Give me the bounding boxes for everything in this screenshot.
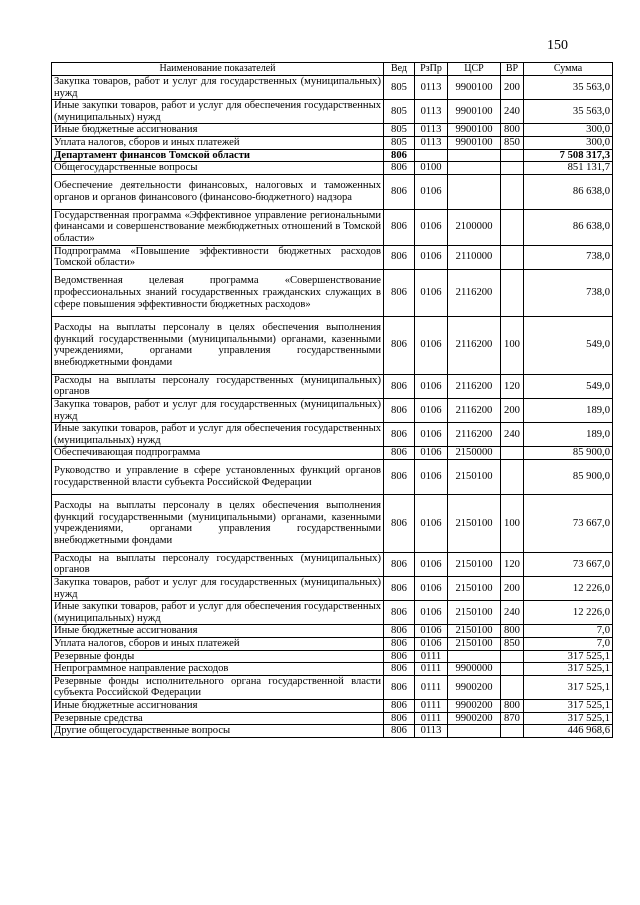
row-ved-cell: 806 xyxy=(384,398,415,422)
row-vr-cell: 850 xyxy=(501,638,524,651)
row-csr-cell xyxy=(448,149,501,162)
row-sum-cell: 73 667,0 xyxy=(524,552,613,576)
row-rzpr-cell: 0106 xyxy=(415,245,448,269)
table-body xyxy=(52,76,613,738)
table-row xyxy=(52,245,613,269)
row-rzpr-cell: 0113 xyxy=(415,725,448,738)
row-csr-cell: 9900200 xyxy=(448,700,501,713)
table-row xyxy=(52,675,613,699)
row-rzpr-cell: 0106 xyxy=(415,459,448,494)
page-number: 150 xyxy=(547,38,568,53)
row-sum-cell: 7,0 xyxy=(524,638,613,651)
row-rzpr-cell: 0106 xyxy=(415,447,448,460)
table-row xyxy=(52,174,613,209)
row-vr-cell xyxy=(501,269,524,316)
row-ved-cell: 806 xyxy=(384,162,415,175)
row-csr-cell: 2116200 xyxy=(448,269,501,316)
table-row xyxy=(52,601,613,625)
row-ved-cell: 806 xyxy=(384,209,415,245)
table-row xyxy=(52,725,613,738)
header-name: Наименование показателей xyxy=(52,63,384,76)
table-row xyxy=(52,162,613,175)
row-vr-cell xyxy=(501,245,524,269)
row-vr-cell: 870 xyxy=(501,712,524,725)
table-row xyxy=(52,494,613,552)
row-ved-cell: 806 xyxy=(384,577,415,601)
row-ved-cell: 806 xyxy=(384,675,415,699)
row-sum-cell: 85 900,0 xyxy=(524,459,613,494)
row-name-cell: Другие общегосударственные вопросы xyxy=(52,725,384,738)
row-name-cell: Расходы на выплаты персоналу в целях обеспечения выполнения функций государственными (муниципальными) органами, казенными учреждениями, органами управления государственными внебюджетными фондами xyxy=(52,316,384,374)
row-ved-cell: 806 xyxy=(384,650,415,663)
row-name-cell: Резервные фонды xyxy=(52,650,384,663)
row-name-cell: Иные бюджетные ассигнования xyxy=(52,124,384,137)
row-rzpr-cell: 0106 xyxy=(415,398,448,422)
row-vr-cell: 240 xyxy=(501,423,524,447)
row-sum-cell: 189,0 xyxy=(524,398,613,422)
row-ved-cell: 805 xyxy=(384,124,415,137)
row-sum-cell: 300,0 xyxy=(524,136,613,149)
row-ved-cell: 806 xyxy=(384,269,415,316)
row-name-cell: Уплата налогов, сборов и иных платежей xyxy=(52,638,384,651)
row-csr-cell: 2116200 xyxy=(448,398,501,422)
row-vr-cell: 240 xyxy=(501,601,524,625)
header-ved: Вед xyxy=(384,63,415,76)
row-rzpr-cell: 0106 xyxy=(415,269,448,316)
row-csr-cell: 2150100 xyxy=(448,552,501,576)
table-row xyxy=(52,663,613,676)
row-sum-cell: 12 226,0 xyxy=(524,577,613,601)
row-name-cell: Подпрограмма «Повышение эффективности бюджетных расходов Томской области» xyxy=(52,245,384,269)
row-csr-cell: 2150100 xyxy=(448,577,501,601)
row-csr-cell: 9900200 xyxy=(448,712,501,725)
row-name-cell: Расходы на выплаты персоналу государственных (муниципальных) органов xyxy=(52,374,384,398)
row-csr-cell: 2116200 xyxy=(448,423,501,447)
row-vr-cell xyxy=(501,447,524,460)
row-ved-cell: 806 xyxy=(384,638,415,651)
row-rzpr-cell: 0106 xyxy=(415,316,448,374)
row-name-cell: Закупка товаров, работ и услуг для государственных (муниципальных) нужд xyxy=(52,577,384,601)
row-rzpr-cell: 0111 xyxy=(415,712,448,725)
row-sum-cell: 738,0 xyxy=(524,269,613,316)
row-rzpr-cell: 0106 xyxy=(415,423,448,447)
row-rzpr-cell: 0113 xyxy=(415,124,448,137)
row-name-cell: Уплата налогов, сборов и иных платежей xyxy=(52,136,384,149)
row-vr-cell xyxy=(501,663,524,676)
row-vr-cell: 240 xyxy=(501,100,524,124)
row-sum-cell: 86 638,0 xyxy=(524,174,613,209)
row-name-cell: Расходы на выплаты персоналу в целях обеспечения выполнения функций государственными (муниципальными) органами, казенными учреждениями, органами управления государственными внебюджетными фондами xyxy=(52,494,384,552)
table-row xyxy=(52,577,613,601)
row-sum-cell: 317 525,1 xyxy=(524,650,613,663)
row-name-cell: Государственная программа «Эффективное управление региональными финансами и совершенствование межбюджетных отношений в Томской области» xyxy=(52,209,384,245)
row-ved-cell: 805 xyxy=(384,136,415,149)
row-csr-cell: 9900100 xyxy=(448,124,501,137)
row-vr-cell xyxy=(501,162,524,175)
row-ved-cell: 806 xyxy=(384,700,415,713)
row-name-cell: Иные закупки товаров, работ и услуг для обеспечения государственных (муниципальных) нужд xyxy=(52,423,384,447)
row-name-cell: Обеспечение деятельности финансовых, налоговых и таможенных органов и органов финансового (финансово-бюджетного) надзора xyxy=(52,174,384,209)
row-vr-cell: 850 xyxy=(501,136,524,149)
row-sum-cell: 189,0 xyxy=(524,423,613,447)
row-name-cell: Иные закупки товаров, работ и услуг для обеспечения государственных (муниципальных) нужд xyxy=(52,100,384,124)
row-rzpr-cell: 0113 xyxy=(415,76,448,100)
row-csr-cell xyxy=(448,174,501,209)
row-rzpr-cell xyxy=(415,149,448,162)
header-csr: ЦСР xyxy=(448,63,501,76)
table-row xyxy=(52,100,613,124)
row-ved-cell: 806 xyxy=(384,245,415,269)
row-vr-cell: 800 xyxy=(501,124,524,137)
table-row xyxy=(52,136,613,149)
row-vr-cell xyxy=(501,459,524,494)
header-sum: Сумма xyxy=(524,63,613,76)
row-ved-cell: 806 xyxy=(384,552,415,576)
row-csr-cell: 9900100 xyxy=(448,136,501,149)
row-vr-cell xyxy=(501,650,524,663)
row-sum-cell: 35 563,0 xyxy=(524,76,613,100)
row-ved-cell: 805 xyxy=(384,76,415,100)
row-ved-cell: 806 xyxy=(384,712,415,725)
row-name-cell: Ведомственная целевая программа «Совершенствование профессиональных знаний государственных гражданских служащих в сфере повышения эффективности бюджетных расходов» xyxy=(52,269,384,316)
row-rzpr-cell: 0111 xyxy=(415,675,448,699)
row-name-cell: Закупка товаров, работ и услуг для государственных (муниципальных) нужд xyxy=(52,76,384,100)
row-ved-cell: 806 xyxy=(384,423,415,447)
table-row xyxy=(52,76,613,100)
row-name-cell: Резервные фонды исполнительного органа государственной власти субъекта Российской Федерации xyxy=(52,675,384,699)
row-csr-cell xyxy=(448,650,501,663)
table-row xyxy=(52,209,613,245)
row-ved-cell: 806 xyxy=(384,316,415,374)
row-name-cell: Руководство и управление в сфере установленных функций органов государственной власти субъекта Российской Федерации xyxy=(52,459,384,494)
row-vr-cell: 120 xyxy=(501,552,524,576)
row-rzpr-cell: 0106 xyxy=(415,577,448,601)
table-row xyxy=(52,700,613,713)
row-csr-cell: 2110000 xyxy=(448,245,501,269)
row-name-cell: Иные бюджетные ассигнования xyxy=(52,625,384,638)
row-rzpr-cell: 0106 xyxy=(415,374,448,398)
row-rzpr-cell: 0106 xyxy=(415,209,448,245)
row-sum-cell: 317 525,1 xyxy=(524,675,613,699)
row-vr-cell: 200 xyxy=(501,577,524,601)
row-rzpr-cell: 0111 xyxy=(415,700,448,713)
row-ved-cell: 806 xyxy=(384,494,415,552)
table-row xyxy=(52,712,613,725)
row-csr-cell: 2150100 xyxy=(448,638,501,651)
row-rzpr-cell: 0106 xyxy=(415,552,448,576)
row-vr-cell: 100 xyxy=(501,494,524,552)
row-name-cell: Непрограммное направление расходов xyxy=(52,663,384,676)
row-rzpr-cell: 0106 xyxy=(415,625,448,638)
row-name-cell: Резервные средства xyxy=(52,712,384,725)
row-csr-cell: 9900200 xyxy=(448,675,501,699)
row-rzpr-cell: 0106 xyxy=(415,174,448,209)
row-ved-cell: 806 xyxy=(384,601,415,625)
row-rzpr-cell: 0106 xyxy=(415,601,448,625)
row-ved-cell: 806 xyxy=(384,459,415,494)
table-header-row xyxy=(52,63,613,76)
row-vr-cell: 120 xyxy=(501,374,524,398)
table-row xyxy=(52,625,613,638)
row-sum-cell: 317 525,1 xyxy=(524,700,613,713)
row-ved-cell: 806 xyxy=(384,663,415,676)
row-vr-cell xyxy=(501,149,524,162)
table-row xyxy=(52,423,613,447)
row-name-cell: Иные бюджетные ассигнования xyxy=(52,700,384,713)
row-vr-cell xyxy=(501,725,524,738)
row-rzpr-cell: 0111 xyxy=(415,650,448,663)
row-name-cell: Общегосударственные вопросы xyxy=(52,162,384,175)
row-vr-cell: 200 xyxy=(501,398,524,422)
row-sum-cell: 300,0 xyxy=(524,124,613,137)
table-row xyxy=(52,316,613,374)
row-sum-cell: 317 525,1 xyxy=(524,663,613,676)
row-csr-cell: 2150100 xyxy=(448,601,501,625)
row-rzpr-cell: 0100 xyxy=(415,162,448,175)
row-sum-cell: 738,0 xyxy=(524,245,613,269)
row-sum-cell: 446 968,6 xyxy=(524,725,613,738)
row-ved-cell: 806 xyxy=(384,447,415,460)
row-vr-cell: 800 xyxy=(501,700,524,713)
row-csr-cell: 9900100 xyxy=(448,100,501,124)
row-name-cell: Закупка товаров, работ и услуг для государственных (муниципальных) нужд xyxy=(52,398,384,422)
header-vr: ВР xyxy=(501,63,524,76)
row-ved-cell: 806 xyxy=(384,625,415,638)
row-ved-cell: 805 xyxy=(384,100,415,124)
row-sum-cell: 86 638,0 xyxy=(524,209,613,245)
table-row xyxy=(52,638,613,651)
budget-table xyxy=(51,62,613,738)
row-rzpr-cell: 0111 xyxy=(415,663,448,676)
row-csr-cell: 2150100 xyxy=(448,625,501,638)
table-row xyxy=(52,447,613,460)
row-vr-cell: 100 xyxy=(501,316,524,374)
row-csr-cell: 2116200 xyxy=(448,374,501,398)
table-row xyxy=(52,459,613,494)
row-vr-cell: 800 xyxy=(501,625,524,638)
row-vr-cell xyxy=(501,209,524,245)
row-sum-cell: 549,0 xyxy=(524,374,613,398)
row-name-cell: Обеспечивающая подпрограмма xyxy=(52,447,384,460)
row-sum-cell: 73 667,0 xyxy=(524,494,613,552)
table-row xyxy=(52,374,613,398)
row-rzpr-cell: 0106 xyxy=(415,638,448,651)
row-name-cell: Расходы на выплаты персоналу государственных (муниципальных) органов xyxy=(52,552,384,576)
row-csr-cell: 9900000 xyxy=(448,663,501,676)
row-vr-cell xyxy=(501,174,524,209)
row-name-cell: Иные закупки товаров, работ и услуг для обеспечения государственных (муниципальных) нужд xyxy=(52,601,384,625)
row-csr-cell: 9900100 xyxy=(448,76,501,100)
row-csr-cell: 2150100 xyxy=(448,494,501,552)
row-sum-cell: 35 563,0 xyxy=(524,100,613,124)
table-row xyxy=(52,552,613,576)
table-row xyxy=(52,124,613,137)
table-row xyxy=(52,269,613,316)
row-sum-cell: 851 131,7 xyxy=(524,162,613,175)
row-rzpr-cell: 0113 xyxy=(415,136,448,149)
row-sum-cell: 85 900,0 xyxy=(524,447,613,460)
row-sum-cell: 549,0 xyxy=(524,316,613,374)
row-ved-cell: 806 xyxy=(384,725,415,738)
row-vr-cell: 200 xyxy=(501,76,524,100)
row-csr-cell xyxy=(448,162,501,175)
row-name-cell: Департамент финансов Томской области xyxy=(52,149,384,162)
row-ved-cell: 806 xyxy=(384,374,415,398)
row-csr-cell: 2116200 xyxy=(448,316,501,374)
table-row xyxy=(52,398,613,422)
row-sum-cell: 317 525,1 xyxy=(524,712,613,725)
row-csr-cell xyxy=(448,725,501,738)
row-sum-cell: 7 508 317,3 xyxy=(524,149,613,162)
table-row xyxy=(52,149,613,162)
row-vr-cell xyxy=(501,675,524,699)
row-csr-cell: 2100000 xyxy=(448,209,501,245)
row-ved-cell: 806 xyxy=(384,174,415,209)
row-csr-cell: 2150100 xyxy=(448,459,501,494)
row-rzpr-cell: 0106 xyxy=(415,494,448,552)
row-sum-cell: 7,0 xyxy=(524,625,613,638)
table-row xyxy=(52,650,613,663)
header-rzpr: РзПр xyxy=(415,63,448,76)
row-csr-cell: 2150000 xyxy=(448,447,501,460)
row-sum-cell: 12 226,0 xyxy=(524,601,613,625)
row-rzpr-cell: 0113 xyxy=(415,100,448,124)
row-ved-cell: 806 xyxy=(384,149,415,162)
